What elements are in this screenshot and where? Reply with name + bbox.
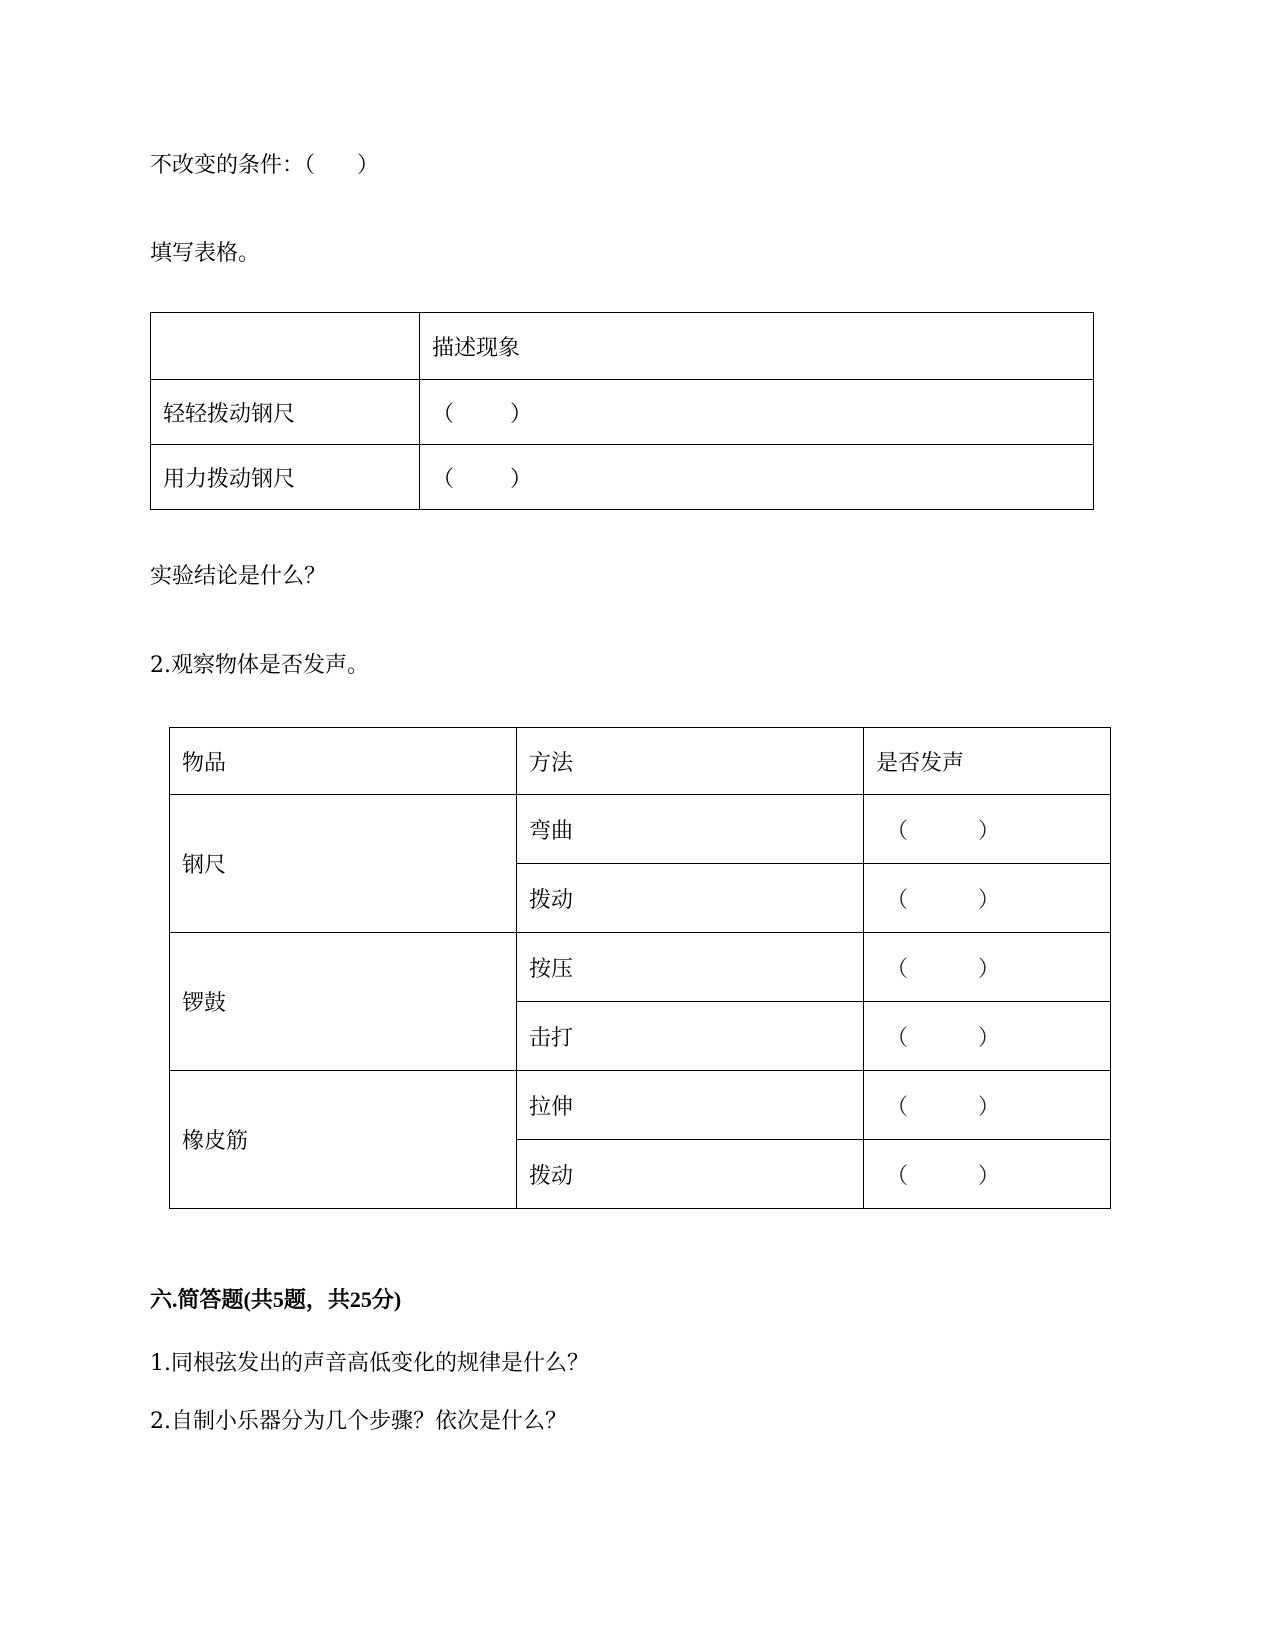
answer-blank: （ ） [864, 1140, 1111, 1209]
item-cell: 钢尺 [170, 795, 517, 933]
answer-blank: （ ） [864, 1002, 1111, 1071]
section-title: 六.简答题(共5题，共25分) [150, 1287, 402, 1312]
sound-table [169, 727, 1111, 1209]
table-row [170, 728, 1111, 795]
short-question-1: 1.同根弦发出的声音高低变化的规律是什么？ [150, 1351, 589, 1376]
answer-blank: （ ） [420, 380, 1094, 445]
answer-blank: （ ） [864, 795, 1111, 864]
answer-blank: （ ） [864, 933, 1111, 1002]
item-cell: 锣鼓 [170, 933, 517, 1071]
line-unchanged-condition: 不改变的条件：（ ） [150, 153, 379, 178]
table-row [170, 1071, 1111, 1140]
method-cell: 拨动 [517, 864, 864, 933]
table-cell: 轻轻拨动钢尺 [151, 380, 420, 445]
answer-blank: （ ） [864, 864, 1111, 933]
table-header-cell: 描述现象 [420, 313, 1094, 380]
table-header-cell: 方法 [517, 728, 864, 795]
answer-blank: （ ） [420, 445, 1094, 510]
method-cell: 拉伸 [517, 1071, 864, 1140]
table-header-cell: 是否发声 [864, 728, 1111, 795]
line-q2-observe: 2.观察物体是否发声。 [150, 653, 369, 678]
table-row [170, 933, 1111, 1002]
table-cell [151, 313, 420, 380]
observation-table [150, 312, 1094, 510]
item-cell: 橡皮筋 [170, 1071, 517, 1209]
table-row [151, 380, 1094, 445]
short-question-2: 2.自制小乐器分为几个步骤？依次是什么？ [150, 1409, 567, 1434]
table-row [170, 795, 1111, 864]
answer-blank: （ ） [864, 1071, 1111, 1140]
method-cell: 按压 [517, 933, 864, 1002]
method-cell: 拨动 [517, 1140, 864, 1209]
table-row [151, 313, 1094, 380]
line-fill-table: 填写表格。 [150, 241, 261, 266]
table-row [151, 445, 1094, 510]
method-cell: 弯曲 [517, 795, 864, 864]
table-cell: 用力拨动钢尺 [151, 445, 420, 510]
line-conclusion-question: 实验结论是什么？ [150, 564, 327, 589]
method-cell: 击打 [517, 1002, 864, 1071]
table-header-cell: 物品 [170, 728, 517, 795]
